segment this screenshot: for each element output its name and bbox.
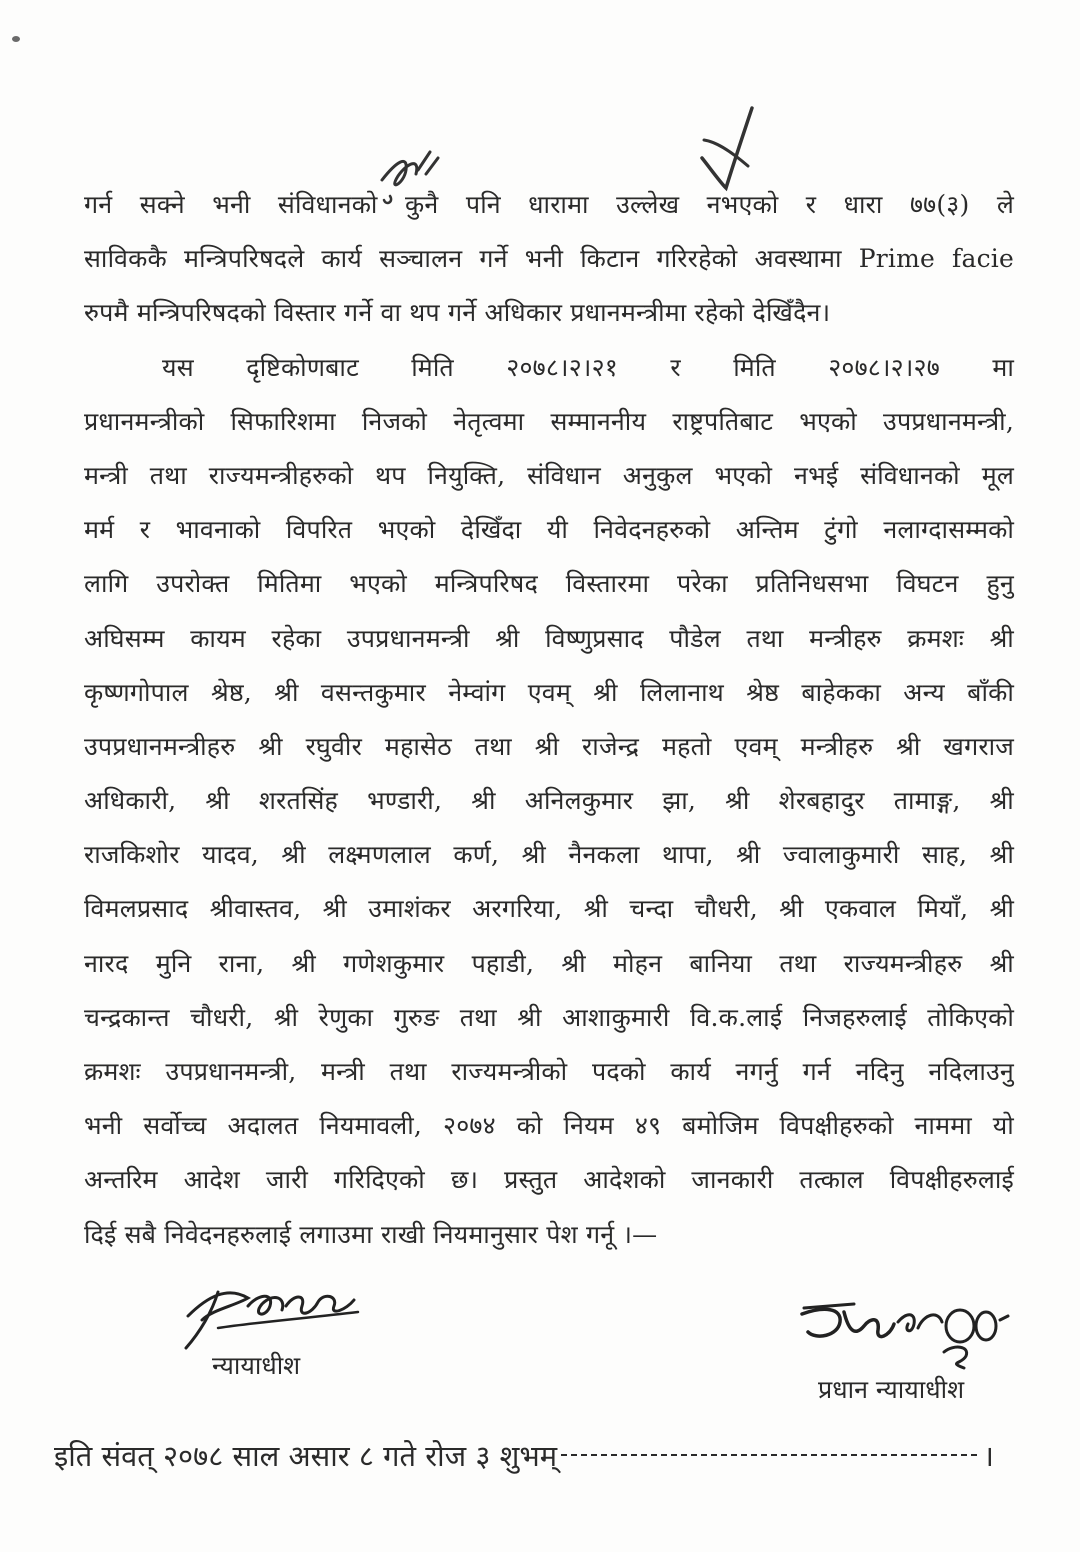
text-line: क्रमशः उपप्रधानमन्त्री, मन्त्री तथा राज्यमन्त्रीको पदको कार्य नगर्नु गर्न नदिनु नदिलाउनु — [84, 1057, 1014, 1086]
text-line: कृष्णगोपाल श्रेष्ठ, श्री वसन्तकुमार नेम्वांग एवम् श्री लिलानाथ श्रेष्ठ बाहेकका अन्य बाँकी — [84, 677, 1014, 707]
text-line: विमलप्रसाद श्रीवास्तव, श्री उमाशंकर अरगरिया, श्री चन्दा चौधरी, श्री एकवाल मियाँ, श्री — [84, 894, 1014, 924]
text-line: यस दृष्टिकोणबाट मिति २०७८।२।२१ र मिति २०७८।२।२७ मा — [162, 352, 1014, 382]
order-body-text — [84, 178, 1014, 1262]
text-line: लागि उपरोक्त मितिमा भएको मन्त्रिपरिषद विस्तारमा परेका प्रतिनिधसभा विघटन हुनु — [84, 569, 1014, 599]
scan-speck — [12, 36, 20, 42]
footer-dash-line — [561, 1454, 977, 1456]
left-signature-icon — [178, 1276, 368, 1356]
text-line: मर्म र भावनाको विपरित भएको देखिँदा यी निवेदनहरुको अन्तिम टुंगो नलाग्दासम्मको — [84, 515, 1014, 545]
text-line: नारद मुनि राना, श्री गणेशकुमार पहाडी, श्री मोहन बानिया तथा राज्यमन्त्रीहरु श्री — [84, 948, 1014, 978]
right-signature-icon — [794, 1288, 1014, 1378]
text-line: दिई सबै निवेदनहरुलाई लगाउमा राखी नियमानुसार पेश गर्नू ।— — [84, 1219, 658, 1249]
text-line: राजकिशोर यादव, श्री लक्ष्मणलाल कर्ण, श्री नैनकला थापा, श्री ज्वालाकुमारी साह, श्री — [84, 840, 1014, 870]
right-signatory-title: प्रधान न्यायाधीश — [818, 1375, 965, 1404]
left-signatory-title: न्यायाधीश — [212, 1351, 301, 1380]
text-line: रुपमै मन्त्रिपरिषदको विस्तार गर्ने वा थप गर्ने अधिकार प्रधानमन्त्रीमा रहेको देखिँदैन। — [84, 298, 831, 328]
text-line: मन्त्री तथा राज्यमन्त्रीहरुको थप नियुक्ति, संविधान अनुकुल भएको नभई संविधानको मूल — [84, 460, 1014, 490]
footer-end-mark: । — [983, 1439, 994, 1473]
text-line: भनी सर्वोच्च अदालत नियमावली, २०७४ को नियम ४९ बमोजिम विपक्षीहरुको नाममा यो — [84, 1111, 1014, 1141]
text-line: अन्तरिम आदेश जारी गरिदिएको छ। प्रस्तुत आदेशको जानकारी तत्काल विपक्षीहरुलाई — [84, 1165, 1014, 1195]
text-line: अधिकारी, श्री शरतसिंह भण्डारी, श्री अनिलकुमार झा, श्री शेरबहादुर तामाङ्ग, श्री — [84, 786, 1014, 816]
text-line: गर्न सक्ने भनी संविधानको कुनै पनि धारामा उल्लेख नभएको र धारा ७७(३) ले — [84, 190, 1014, 219]
text-line: चन्द्रकान्त चौधरी, श्री रेणुका गुरुङ तथा श्री आशाकुमारी वि.क.लाई निजहरुलाई तोकिएको — [84, 1002, 1014, 1032]
text-line: उपप्रधानमन्त्रीहरु श्री रघुवीर महासेठ तथा श्री राजेन्द्र महतो एवम् मन्त्रीहरु श्री खगराज — [84, 731, 1014, 761]
text-line: प्रधानमन्त्रीको सिफारिशमा निजको नेतृत्वमा सम्माननीय राष्ट्रपतिबाट भएको उपप्रधानमन्त्री, — [84, 406, 1014, 436]
text-line: साविककै मन्त्रिपरिषदले कार्य सञ्चालन गर्ने भनी किटान गरिरहेको अवस्थामा Prime facie — [84, 244, 1014, 274]
dated-footer — [54, 1436, 994, 1475]
text-line: अघिसम्म कायम रहेका उपप्रधानमन्त्री श्री विष्णुप्रसाद पौडेल तथा मन्त्रीहरु क्रमशः श्री — [84, 623, 1014, 653]
footer-date-text: इति संवत् २०७८ साल असार ८ गते रोज ३ शुभम् — [54, 1439, 558, 1473]
